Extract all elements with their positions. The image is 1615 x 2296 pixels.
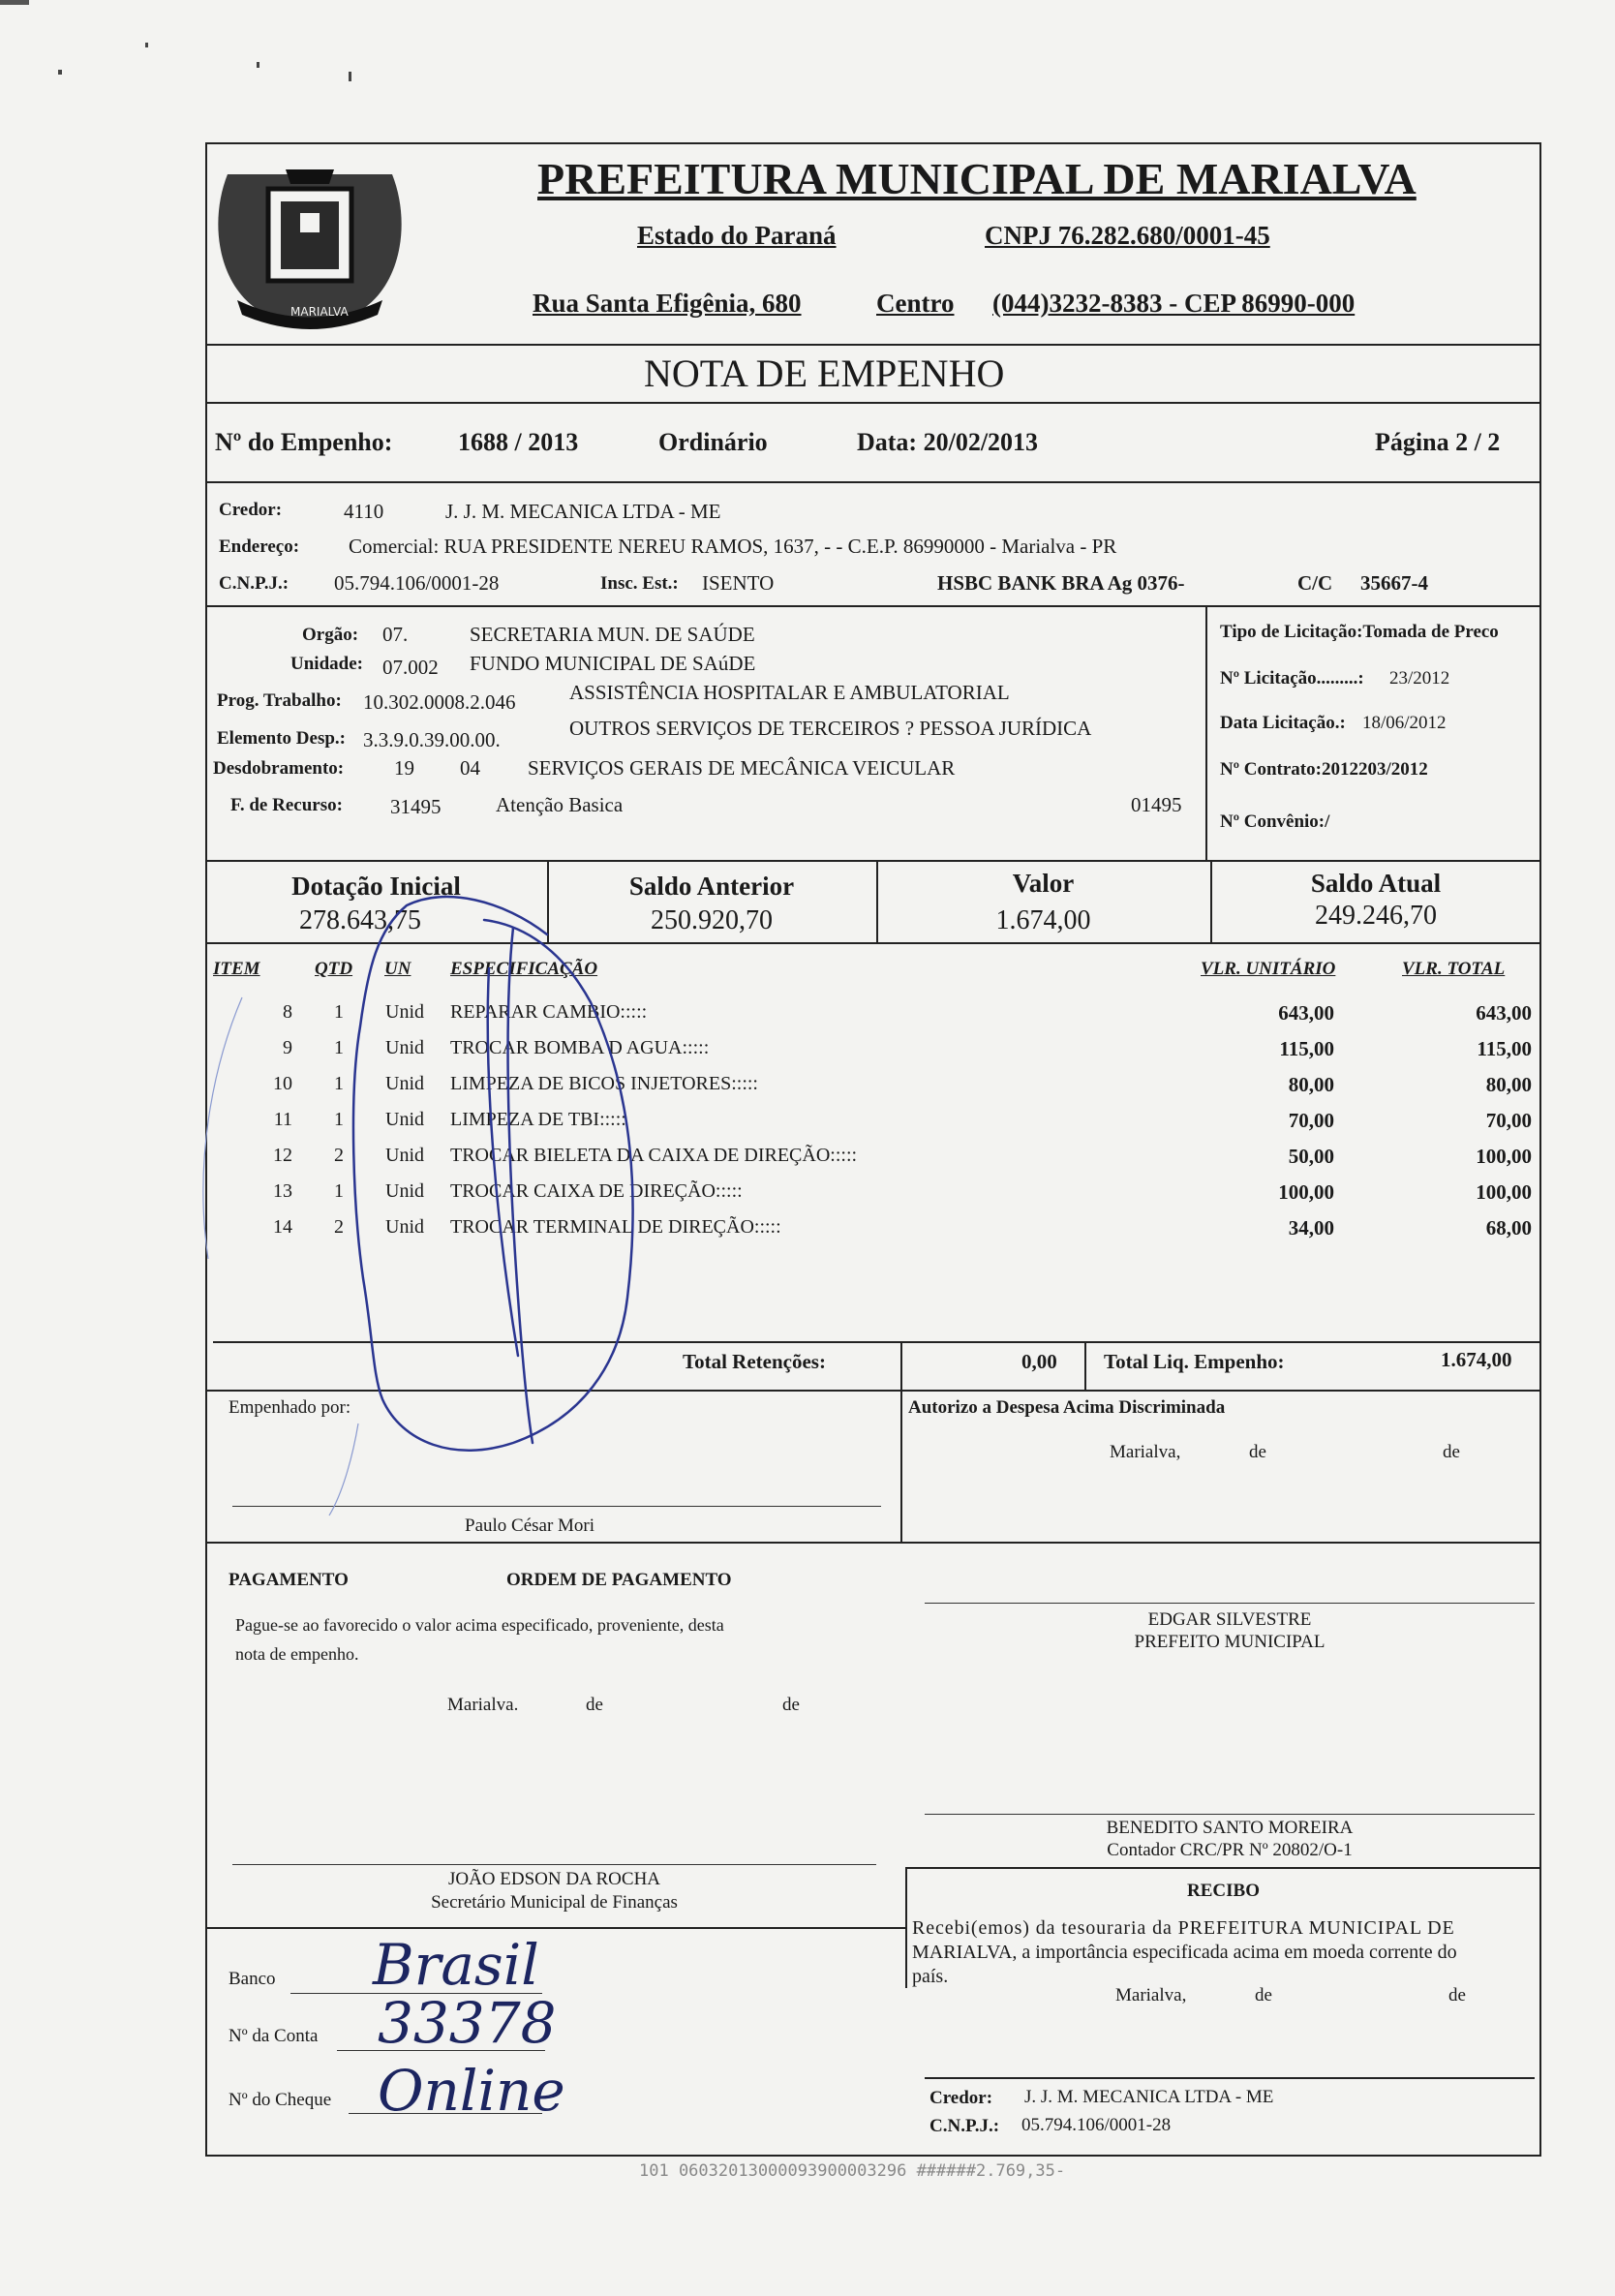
dotacao-value: 278.643,75 xyxy=(299,905,421,935)
cell-total: 68,00 xyxy=(1485,1216,1532,1240)
saldo-anterior-value: 250.920,70 xyxy=(651,905,773,935)
licitacao-number-label: Nº Licitação.........: xyxy=(1220,668,1364,689)
liquido-label: Total Liq. Empenho: xyxy=(1104,1350,1285,1373)
cell-total: 70,00 xyxy=(1485,1109,1532,1132)
cell-un: Unid xyxy=(385,1001,424,1023)
cell-qtd: 1 xyxy=(334,1073,344,1094)
secretario-title: Secretário Municipal de Finanças xyxy=(431,1892,678,1913)
liquido-value: 1.674,00 xyxy=(1441,1348,1512,1371)
pagamento-de2: de xyxy=(782,1695,800,1715)
phone-cep: (044)3232-8383 - CEP 86990-000 xyxy=(992,289,1356,318)
cell-item: 12 xyxy=(273,1145,292,1166)
cnpj-header: CNPJ 76.282.680/0001-45 xyxy=(985,221,1270,250)
pagamento-label: PAGAMENTO xyxy=(229,1570,349,1590)
cell-un: Unid xyxy=(385,1216,424,1238)
cell-espec: TROCAR TERMINAL DE DIREÇÃO::::: xyxy=(450,1216,781,1238)
prog-name: ASSISTÊNCIA HOSPITALAR E AMBULATORIAL xyxy=(569,681,1010,704)
saldo-anterior-label: Saldo Anterior xyxy=(628,872,795,901)
cell-qtd: 2 xyxy=(334,1145,344,1166)
pagamento-marialva: Marialva. xyxy=(447,1695,519,1715)
elemento-label: Elemento Desp.: xyxy=(217,728,346,749)
fonte-label: F. de Recurso: xyxy=(230,795,343,815)
svg-text:MARIALVA: MARIALVA xyxy=(290,305,349,319)
orgao-code: 07. xyxy=(382,623,409,646)
autorizo-de2: de xyxy=(1443,1442,1460,1462)
district: Centro xyxy=(876,289,955,318)
cell-total: 100,00 xyxy=(1476,1180,1532,1204)
cell-total: 100,00 xyxy=(1476,1145,1532,1168)
cc-value: 35667-4 xyxy=(1360,571,1428,595)
credor-cnpj: 05.794.106/0001-28 xyxy=(334,571,500,595)
desdobramento-code1: 19 xyxy=(394,756,414,780)
cell-unit: 70,00 xyxy=(1288,1109,1334,1132)
empenhado-label: Empenhado por: xyxy=(229,1397,351,1418)
saldo-atual-value: 249.246,70 xyxy=(1315,901,1437,931)
prog-code: 10.302.0008.2.046 xyxy=(363,690,516,714)
credor-name: J. J. M. MECANICA LTDA - ME xyxy=(445,500,721,523)
cell-un: Unid xyxy=(385,1073,424,1094)
orgao-name: SECRETARIA MUN. DE SAÚDE xyxy=(470,623,755,646)
cell-unit: 115,00 xyxy=(1279,1037,1334,1060)
desdobramento-label: Desdobramento: xyxy=(213,758,345,779)
licitacao-date-label: Data Licitação.: xyxy=(1220,713,1346,733)
credor-label: Credor: xyxy=(219,500,283,520)
contador-name: BENEDITO SANTO MOREIRA xyxy=(1106,1818,1354,1838)
banco-label: Banco xyxy=(229,1969,276,1989)
pague-line2: nota de empenho. xyxy=(235,1644,359,1664)
valor-value: 1.674,00 xyxy=(995,905,1091,935)
cell-total: 643,00 xyxy=(1476,1001,1532,1025)
cell-item: 9 xyxy=(283,1037,292,1058)
address-label: Endereço: xyxy=(219,536,300,557)
recibo-cnpj-label: C.N.P.J.: xyxy=(929,2116,1000,2136)
doc-title: NOTA DE EMPENHO xyxy=(644,352,1005,395)
banco-handwriting: Brasil xyxy=(373,1932,539,1998)
street-address: Rua Santa Efigênia, 680 xyxy=(533,289,802,318)
recibo-title: RECIBO xyxy=(1187,1881,1260,1901)
cell-qtd: 2 xyxy=(334,1216,344,1238)
prog-label: Prog. Trabalho: xyxy=(217,690,342,711)
elemento-name: OUTROS SERVIÇOS DE TERCEIROS ? PESSOA JURÍDICA xyxy=(569,717,1092,740)
recibo-line2: MARIALVA, a importância especificada acima em moeda corrente do xyxy=(912,1942,1457,1963)
unidade-code: 07.002 xyxy=(382,656,439,679)
prefeito-title: PREFEITO MUNICIPAL xyxy=(1134,1632,1326,1652)
insc-label: Insc. Est.: xyxy=(600,573,679,594)
col-qtd: QTD xyxy=(315,959,353,979)
unidade-name: FUNDO MUNICIPAL DE SAúDE xyxy=(470,652,756,675)
col-total: VLR. TOTAL xyxy=(1402,959,1506,979)
cell-espec: TROCAR CAIXA DE DIREÇÃO::::: xyxy=(450,1180,743,1202)
signer-paulo: Paulo César Mori xyxy=(465,1515,595,1536)
fonte-code2: 01495 xyxy=(1131,793,1182,816)
empenho-type: Ordinário xyxy=(658,428,768,456)
cell-un: Unid xyxy=(385,1037,424,1058)
desdobramento-name: SERVIÇOS GERAIS DE MECÂNICA VEICULAR xyxy=(528,756,956,780)
cell-item: 13 xyxy=(273,1180,292,1202)
saldo-atual-label: Saldo Atual xyxy=(1310,869,1442,898)
cell-unit: 80,00 xyxy=(1288,1073,1334,1096)
cheque-handwriting: Online xyxy=(378,2058,565,2124)
cell-unit: 643,00 xyxy=(1278,1001,1334,1025)
fonte-code: 31495 xyxy=(390,795,442,818)
recibo-line1: Recebi(emos) da tesouraria da PREFEITURA MUNICIPAL DE xyxy=(912,1917,1455,1939)
cell-item: 14 xyxy=(273,1216,292,1238)
cell-qtd: 1 xyxy=(334,1109,344,1130)
recibo-credor: J. J. M. MECANICA LTDA - ME xyxy=(1024,2087,1274,2107)
municipality-title: PREFEITURA MUNICIPAL DE MARIALVA xyxy=(537,154,1417,203)
cell-unit: 34,00 xyxy=(1288,1216,1334,1240)
unidade-label: Unidade: xyxy=(290,654,363,674)
cell-espec: LIMPEZA DE BICOS INJETORES::::: xyxy=(450,1073,758,1094)
conta-handwriting: 33378 xyxy=(378,1990,557,2056)
cell-unit: 100,00 xyxy=(1278,1180,1334,1204)
fonte-name: Atenção Basica xyxy=(496,793,624,816)
prefeito-name: EDGAR SILVESTRE xyxy=(1147,1609,1312,1630)
licitacao-type: Tipo de Licitação:Tomada de Preco xyxy=(1220,622,1499,642)
cell-espec: LIMPEZA DE TBI::::: xyxy=(450,1109,626,1130)
state-name: Estado do Paraná xyxy=(637,221,837,250)
cell-un: Unid xyxy=(385,1109,424,1130)
credor-code: 4110 xyxy=(344,500,384,523)
ordem-pagamento-label: ORDEM DE PAGAMENTO xyxy=(506,1570,732,1590)
secretario-name: JOÃO EDSON DA ROCHA xyxy=(447,1869,661,1889)
cc-label: C/C xyxy=(1297,571,1333,595)
empenho-label: Nº do Empenho: xyxy=(215,428,393,456)
col-espec: ESPECIFICAÇÃO xyxy=(450,959,598,979)
valor-label: Valor xyxy=(1012,869,1075,898)
convenio: Nº Convênio:/ xyxy=(1220,811,1330,832)
recibo-de1: de xyxy=(1255,1985,1272,2005)
cell-un: Unid xyxy=(385,1145,424,1166)
licitacao-number: 23/2012 xyxy=(1389,668,1450,689)
address: Comercial: RUA PRESIDENTE NEREU RAMOS, 1637, - - C.E.P. 86990000 - Marialva - PR xyxy=(349,535,1117,558)
conta-label: Nº da Conta xyxy=(229,2026,319,2046)
desdobramento-code2: 04 xyxy=(460,756,480,780)
barcode-text: 101 06032013000093900003296 ######2.769,35- xyxy=(639,2161,1066,2181)
cell-item: 11 xyxy=(273,1109,292,1130)
cell-qtd: 1 xyxy=(334,1001,344,1023)
contador-title: Contador CRC/PR Nº 20802/O-1 xyxy=(1107,1840,1353,1860)
cell-item: 8 xyxy=(283,1001,292,1023)
cell-unit: 50,00 xyxy=(1288,1145,1334,1168)
cheque-label: Nº do Cheque xyxy=(229,2090,332,2110)
autorizo-de1: de xyxy=(1249,1442,1266,1462)
licitacao-date: 18/06/2012 xyxy=(1362,713,1447,733)
recibo-line3: país. xyxy=(912,1966,949,1987)
empenho-number: 1688 / 2013 xyxy=(458,428,579,456)
orgao-label: Orgão: xyxy=(302,625,359,645)
cell-qtd: 1 xyxy=(334,1180,344,1202)
cell-item: 10 xyxy=(273,1073,292,1094)
cell-espec: TROCAR BOMBA D AGUA::::: xyxy=(450,1037,710,1058)
cnpj-label: C.N.P.J.: xyxy=(219,573,289,594)
cell-total: 80,00 xyxy=(1485,1073,1532,1096)
pagamento-de1: de xyxy=(586,1695,603,1715)
dotacao-label: Dotação Inicial xyxy=(291,872,461,901)
cell-un: Unid xyxy=(385,1180,424,1202)
autorizo-marialva: Marialva, xyxy=(1110,1442,1181,1462)
retencoes-label: Total Retenções: xyxy=(683,1350,826,1373)
retencoes-value: 0,00 xyxy=(1021,1350,1057,1373)
bank-info: HSBC BANK BRA Ag 0376- xyxy=(937,571,1185,595)
col-un: UN xyxy=(384,959,411,979)
autorizo-label: Autorizo a Despesa Acima Discriminada xyxy=(908,1397,1226,1418)
empenho-date: Data: 20/02/2013 xyxy=(857,428,1039,456)
col-unit: VLR. UNITÁRIO xyxy=(1201,959,1336,979)
elemento-code: 3.3.9.0.39.00.00. xyxy=(363,728,501,751)
cell-total: 115,00 xyxy=(1477,1037,1532,1060)
pague-line1: Pague-se ao favorecido o valor acima especificado, proveniente, desta xyxy=(235,1615,724,1635)
cell-espec: TROCAR BIELETA DA CAIXA DE DIREÇÃO::::: xyxy=(450,1145,858,1166)
recibo-cnpj: 05.794.106/0001-28 xyxy=(1021,2115,1172,2135)
cell-qtd: 1 xyxy=(334,1037,344,1058)
recibo-marialva: Marialva, xyxy=(1115,1985,1187,2005)
recibo-credor-label: Credor: xyxy=(929,2088,993,2108)
recibo-de2: de xyxy=(1448,1985,1466,2005)
contrato: Nº Contrato:2012203/2012 xyxy=(1220,759,1428,780)
page-number: Página 2 / 2 xyxy=(1375,428,1501,456)
cell-espec: REPARAR CAMBIO::::: xyxy=(450,1001,648,1023)
col-item: ITEM xyxy=(213,959,260,979)
insc-value: ISENTO xyxy=(702,571,775,595)
